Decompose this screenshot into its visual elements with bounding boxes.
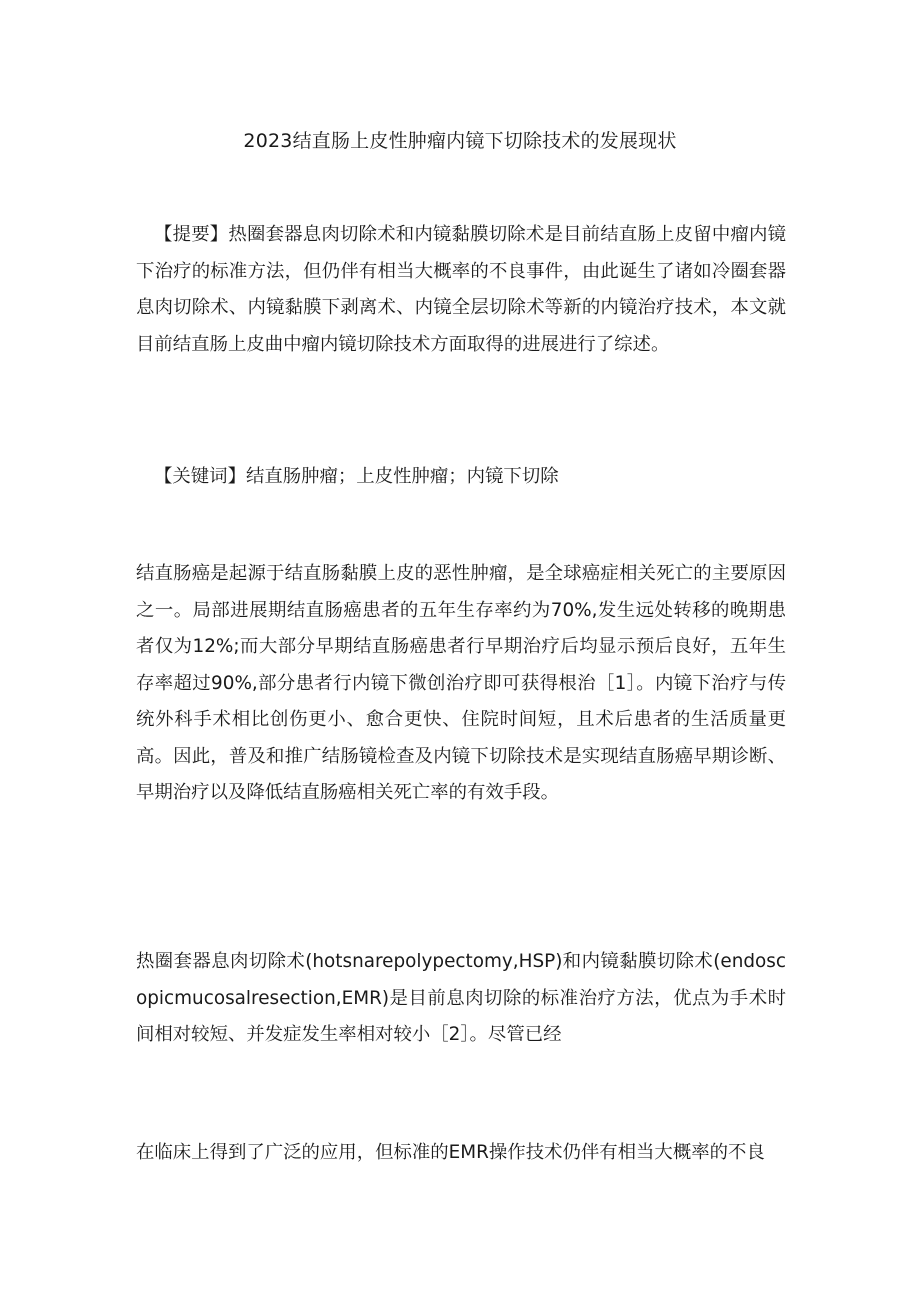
keywords-line: 【关键词】结直肠肿瘤；上皮性肿瘤；内镜下切除 bbox=[154, 466, 559, 487]
body-paragraph: 在临床上得到了广泛的应用，但标准的EMR操作技术仍伴有相当大概率的不良 bbox=[136, 1142, 765, 1163]
document-title: 2023结直肠上皮性肿瘤内镜下切除技术的发展现状 bbox=[243, 130, 677, 152]
abstract-paragraph: 【提要】热圈套器息肉切除术和内镜黏膜切除术是目前结直肠上皮留中瘤内镜下治疗的标准方法，但仍伴有相当大概率的不良事件，由此诞生了诸如冷圈套器息肉切除术、内镜黏膜下剥离术、内镜全层切除术等新的内镜治疗技术，本文就目前结直肠上皮曲中瘤内镜切除技术方面取得的进展进行了综述。 bbox=[136, 224, 786, 355]
body-paragraph: 结直肠癌是起源于结直肠黏膜上皮的恶性肿瘤，是全球癌症相关死亡的主要原因之一。局部进展期结直肠癌患者的五年生存率约为70%,发生远处转移的晚期患者仅为12%;而大部分早期结直肠癌患者行早期治疗后均显示预后良好，五年生存率超过90%,部分患者行内镜下微创治疗即可获得根治［1］。内镜下治疗与传统外科手术相比创伤更小、愈合更快、住院时间短，且术后患者的生活质量更高。因此，普及和推广结肠镜检查及内镜下切除技术是实现结直肠癌早期诊断、早期治疗以及降低结直肠癌相关死亡率的有效手段。 bbox=[136, 563, 786, 803]
body-paragraph: 热圈套器息肉切除术(hotsnarepolypectomy,HSP)和内镜黏膜切除术(endoscopicmucosalresection,EMR)是目前息肉切除的标准治疗方法，优点为手术时间相对较短、并发症发生率相对较小［2］。尽管已经 bbox=[136, 951, 786, 1045]
